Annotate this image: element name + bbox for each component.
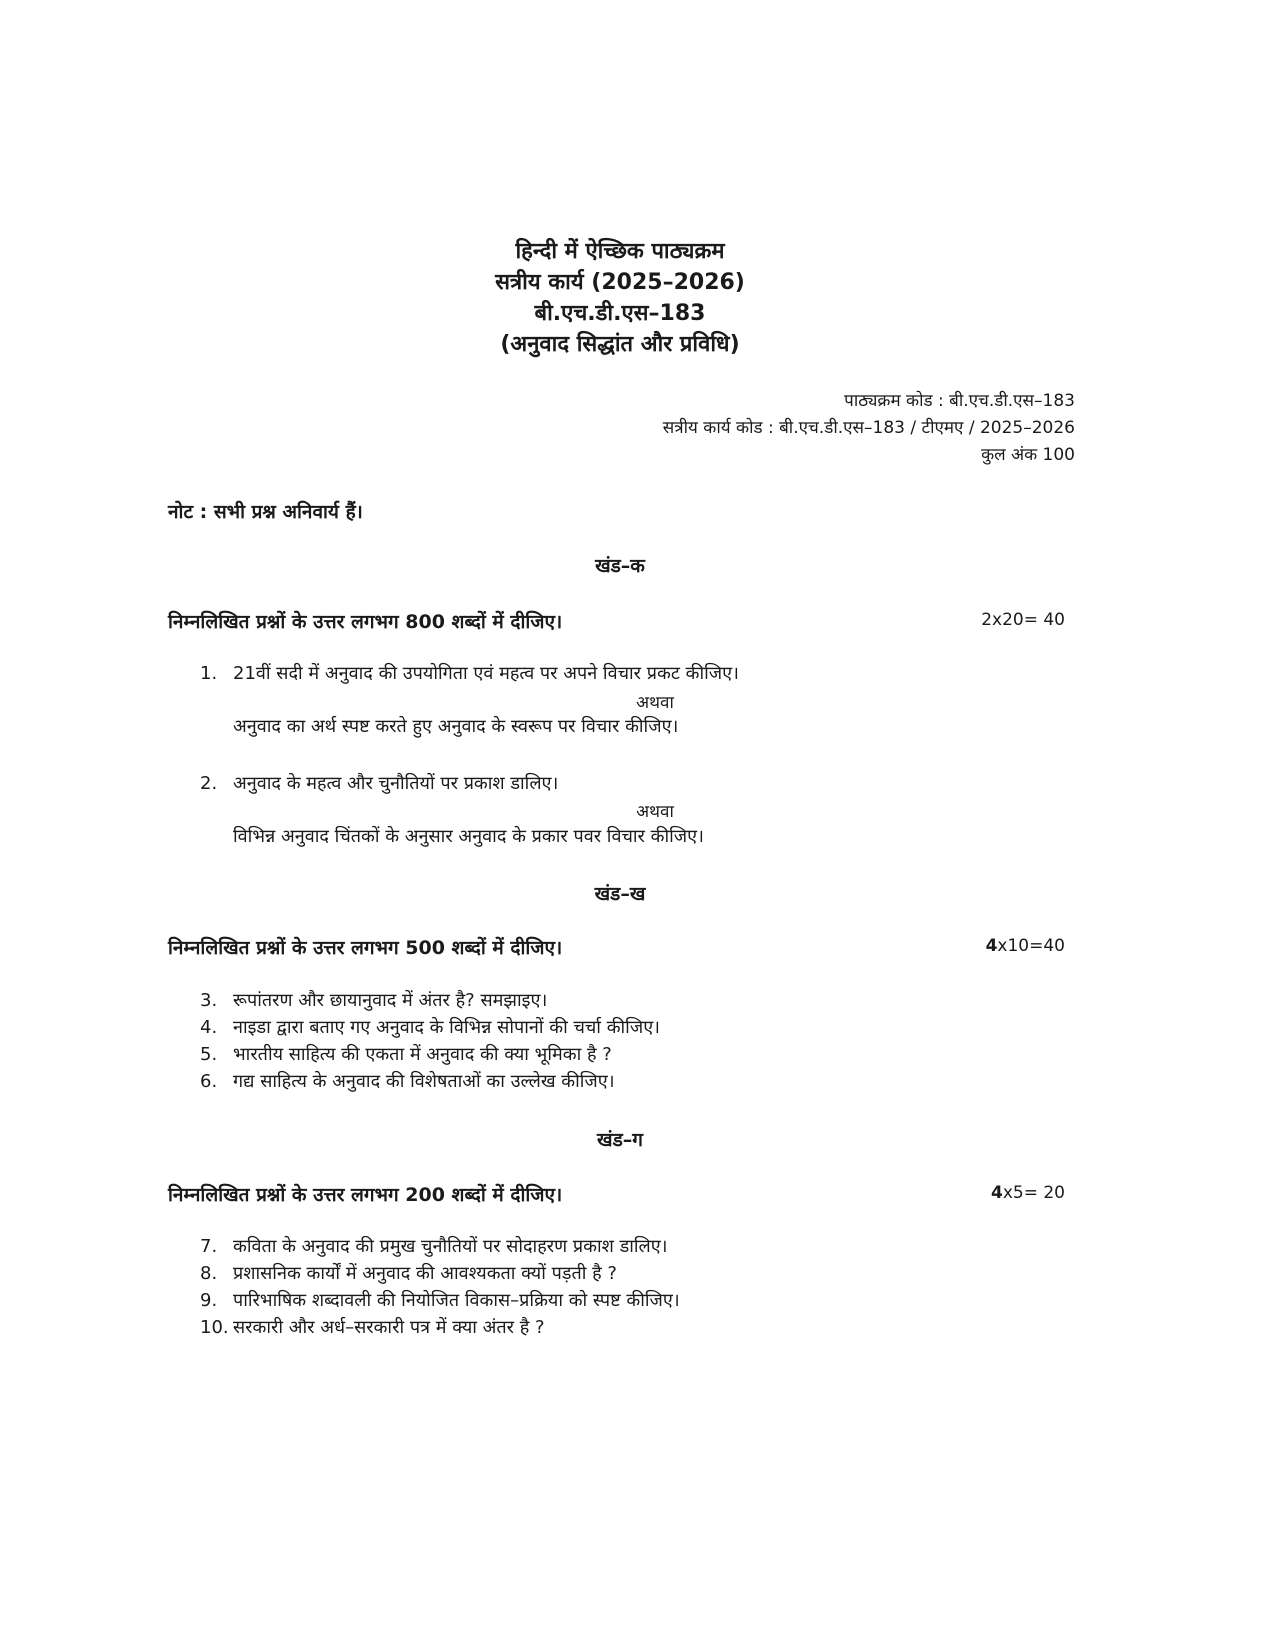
question [200, 770, 558, 797]
question-number: 6. [200, 1071, 218, 1092]
question-number: 3. [200, 990, 218, 1011]
or-label: अथवा [636, 802, 674, 822]
question-text: अनुवाद के महत्व और चुनौतियों पर प्रकाश डालिए। [233, 773, 559, 794]
question-text: कविता के अनुवाद की प्रमुख चुनौतियों पर सोदाहरण प्रकाश डालिए। [233, 1236, 668, 1257]
question-text: रूपांतरण और छायानुवाद में अंतर है? समझाइए। [233, 990, 548, 1011]
question-text: 21वीं सदी में अनुवाद की उपयोगिता एवं महत्व पर अपने विचार प्रकट कीजिए। [233, 663, 739, 684]
section-marks [986, 936, 1065, 956]
question-number: 4. [200, 1017, 218, 1038]
assignment-code: सत्रीय कार्य कोड : बी.एच.डी.एस–183 / टीएमए / 2025–2026 [662, 418, 1075, 438]
document-title [0, 236, 1240, 360]
question-alternative: विभिन्न अनुवाद चिंतकों के अनुसार अनुवाद के प्रकार पवर विचार कीजिए। [233, 826, 704, 847]
question-number: 7. [200, 1236, 218, 1257]
question [200, 1314, 680, 1341]
question-number: 8. [200, 1263, 218, 1284]
question-text: भारतीय साहित्य की एकता में अनुवाद की क्या भूमिका है ? [233, 1044, 612, 1065]
question-number: 5. [200, 1044, 218, 1065]
question-number: 10. [200, 1317, 229, 1338]
or-label: अथवा [636, 693, 674, 713]
section-instruction: निम्नलिखित प्रश्नों के उत्तर लगभग 200 शब्दों में दीजिए। [168, 1184, 563, 1206]
marks-bold: 4 [991, 1183, 1003, 1203]
section-marks [991, 1183, 1065, 1203]
marks-text: x5= 20 [1002, 1183, 1065, 1203]
question [200, 1068, 660, 1095]
question-number: 9. [200, 1290, 218, 1311]
question [200, 1041, 660, 1068]
total-marks: कुल अंक 100 [981, 445, 1075, 465]
course-code: पाठ्यक्रम कोड : बी.एच.डी.एस–183 [844, 391, 1075, 411]
question [200, 1233, 680, 1260]
question [200, 1014, 660, 1041]
section-instruction: निम्नलिखित प्रश्नों के उत्तर लगभग 800 शब्दों में दीजिए। [168, 611, 563, 633]
title-line: सत्रीय कार्य (2025–2026) [495, 270, 745, 295]
question-number: 1. [200, 663, 218, 684]
question-alternative: अनुवाद का अर्थ स्पष्ट करते हुए अनुवाद के स्वरूप पर विचार कीजिए। [233, 716, 679, 737]
section-marks [981, 610, 1065, 630]
section-heading: खंड–क [595, 555, 645, 577]
question [200, 987, 660, 1014]
title-line: हिन्दी में ऐच्छिक पाठ्यक्रम [515, 239, 725, 264]
note: नोट : सभी प्रश्न अनिवार्य हैं। [168, 501, 363, 523]
question-text: सरकारी और अर्ध–सरकारी पत्र में क्या अंतर है ? [233, 1317, 545, 1338]
course-meta [663, 388, 1075, 469]
question-list [200, 987, 660, 1095]
title-line: (अनुवाद सिद्धांत और प्रविधि) [500, 332, 740, 357]
question [200, 1260, 680, 1287]
question [200, 660, 739, 687]
question-text: नाइडा द्वारा बताए गए अनुवाद के विभिन्न सोपानों की चर्चा कीजिए। [233, 1017, 660, 1038]
question-number: 2. [200, 773, 218, 794]
section-heading: खंड–ख [594, 883, 646, 905]
marks-text: 2x20= 40 [981, 610, 1065, 630]
title-line: बी.एच.डी.एस–183 [534, 301, 706, 326]
marks-bold: 4 [985, 936, 998, 956]
question [200, 1287, 680, 1314]
question-text: प्रशासनिक कार्यों में अनुवाद की आवश्यकता क्यों पड़ती है ? [233, 1263, 617, 1284]
marks-text: x10=40 [997, 936, 1065, 956]
question-text: पारिभाषिक शब्दावली की नियोजित विकास–प्रक्रिया को स्पष्ट कीजिए। [233, 1290, 680, 1311]
section-instruction: निम्नलिखित प्रश्नों के उत्तर लगभग 500 शब्दों में दीजिए। [168, 937, 563, 959]
section-heading: खंड–ग [597, 1129, 643, 1151]
question-text: गद्य साहित्य के अनुवाद की विशेषताओं का उल्लेख कीजिए। [233, 1071, 615, 1092]
question-list [200, 1233, 680, 1341]
